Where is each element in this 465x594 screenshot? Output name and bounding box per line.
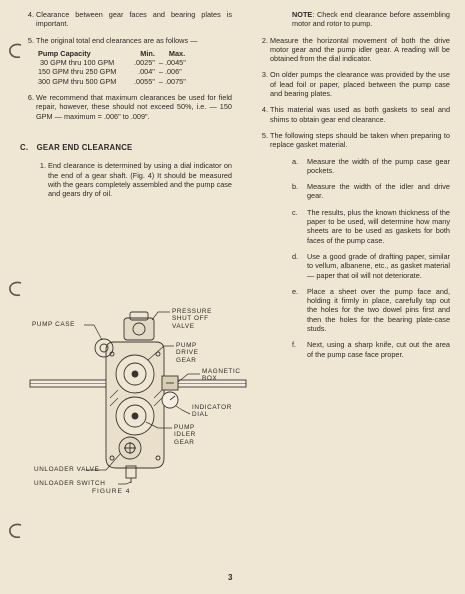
item-2-right [254, 36, 450, 64]
section-letter: C. [20, 142, 29, 152]
table-header-row [36, 49, 188, 58]
label-pump-case: PUMP CASE [32, 321, 75, 328]
item-number: 4. [27, 10, 34, 19]
step-text: The results, plus the known thickness of the paper to be used, will determine how many sheets are to be used as gaskets for both faces of the pump case. [307, 207, 450, 245]
item-3-right [254, 70, 450, 98]
figure-caption: FIGURE 4 [92, 488, 131, 495]
item-text: We recommend that maximum clearances be used for field repair, however, these should not exceed 50%, i.e. — 150 GPM — maximum = .006" to .009". [36, 93, 232, 121]
item-4-left [20, 10, 232, 29]
cell-min: .004" [138, 67, 155, 77]
figure-4-diagram [28, 298, 248, 498]
clearance-table [36, 49, 188, 86]
item-5-left [20, 36, 232, 86]
note-label: NOTE [292, 10, 313, 19]
step-c [292, 208, 450, 245]
item-number: 6. [27, 93, 34, 103]
cell-max: – .0075" [158, 76, 186, 86]
step-letter: b. [292, 182, 299, 192]
step-a [292, 157, 450, 176]
step-text: Next, using a sharp knife, cut out the area of the pump case face proper. [307, 340, 450, 359]
step-letter: c. [292, 207, 298, 217]
item-number: 4. [261, 105, 268, 115]
item-number: 2. [261, 35, 268, 45]
label-unloader-switch: UNLOADER SWITCH [34, 480, 106, 487]
item-text: The following steps should be taken when preparing to replace gasket material. [270, 130, 450, 150]
step-d [292, 252, 450, 280]
step-b [292, 182, 450, 201]
item-number: 3. [261, 70, 268, 80]
label-pump-idler-gear: PUMP IDLER GEAR [174, 424, 196, 446]
step-letter: a. [292, 156, 299, 166]
step-letter: f. [292, 340, 297, 350]
header-pump-capacity: Pump Capacity [38, 48, 91, 58]
step-text: Measure the width of the pump case gear pockets. [307, 156, 450, 175]
cell-min: .0025" [134, 58, 155, 68]
header-min: Min. [140, 48, 155, 58]
right-column [254, 10, 450, 366]
label-pump-drive-gear: PUMP DRIVE GEAR [176, 342, 199, 364]
cell-max: – .0045" [158, 58, 186, 68]
left-column [20, 10, 232, 205]
item-number: 1. [39, 161, 46, 171]
binder-hole-middle [8, 280, 23, 297]
page-number: 3 [228, 573, 233, 582]
note-paragraph [254, 10, 450, 29]
step-letter: d. [292, 251, 299, 261]
cell-capacity: 30 GPM thru 100 GPM [40, 58, 115, 68]
table-row [36, 58, 188, 67]
item-text: End clearance is determined by using a dial indicator on the end of a gear shaft. (Fig. 4) It should be measured with the gears completely assembled and the pump case and gears dry of oil. [48, 161, 232, 199]
item-1-section-c [32, 161, 232, 198]
label-unloader-valve: UNLOADER VALVE [34, 466, 100, 473]
section-c-heading [20, 143, 232, 152]
step-text: Use a good grade of drafting paper, similar to vellum, albanene, etc., as gasket material — paper that oil will not deteriorate. [307, 251, 450, 280]
item-text: On older pumps the clearance was provided by the use of lead foil or paper, placed between the pump case and bearing plates. [270, 70, 450, 99]
step-text: Place a sheet over the pump face and, holding it firmly in place, carefully tap out the holes for the two dowel pins first and then the holes for the bearing plate-case studs. [307, 286, 450, 334]
label-magnetic-box: MAGNETIC BOX [202, 368, 241, 383]
cell-capacity: 150 GPM thru 250 GPM [38, 67, 117, 77]
step-text: Measure the width of the idler and drive gear. [307, 182, 450, 201]
binder-hole-bottom [8, 522, 23, 539]
item-number: 5. [261, 130, 268, 140]
item-text: The original total end clearances are as follows — [36, 35, 198, 45]
cell-capacity: 300 GPM thru 500 GPM [38, 76, 117, 86]
section-title: GEAR END CLEARANCE [36, 142, 133, 152]
step-f [292, 340, 450, 359]
note-text: : Check end clearance before assembling motor and rotor to pump. [292, 10, 450, 29]
label-indicator-dial: INDICATOR DIAL [192, 404, 232, 419]
cell-max: – .006" [158, 67, 182, 77]
step-e [292, 287, 450, 333]
item-text: Clearance between gear faces and bearing plates is important. [36, 10, 232, 29]
sub-steps [254, 157, 450, 359]
item-text: Measure the horizontal movement of both the drive motor gear and the pump idler gear. A reading will be obtained from the dial indicator. [270, 35, 450, 64]
table-row [36, 77, 188, 86]
cell-min: .0055" [134, 76, 155, 86]
step-letter: e. [292, 286, 299, 296]
item-6-left [20, 93, 232, 121]
label-pressure-shut-off-valve: PRESSURE SHUT OFF VALVE [172, 308, 212, 330]
item-number: 5. [27, 35, 34, 45]
item-text: This material was used as both gaskets to seal and shims to obtain gear end clearance. [270, 105, 450, 124]
header-max: Max. [168, 48, 186, 58]
table-row [36, 67, 188, 76]
item-5-right [254, 131, 450, 150]
item-4-right [254, 105, 450, 124]
